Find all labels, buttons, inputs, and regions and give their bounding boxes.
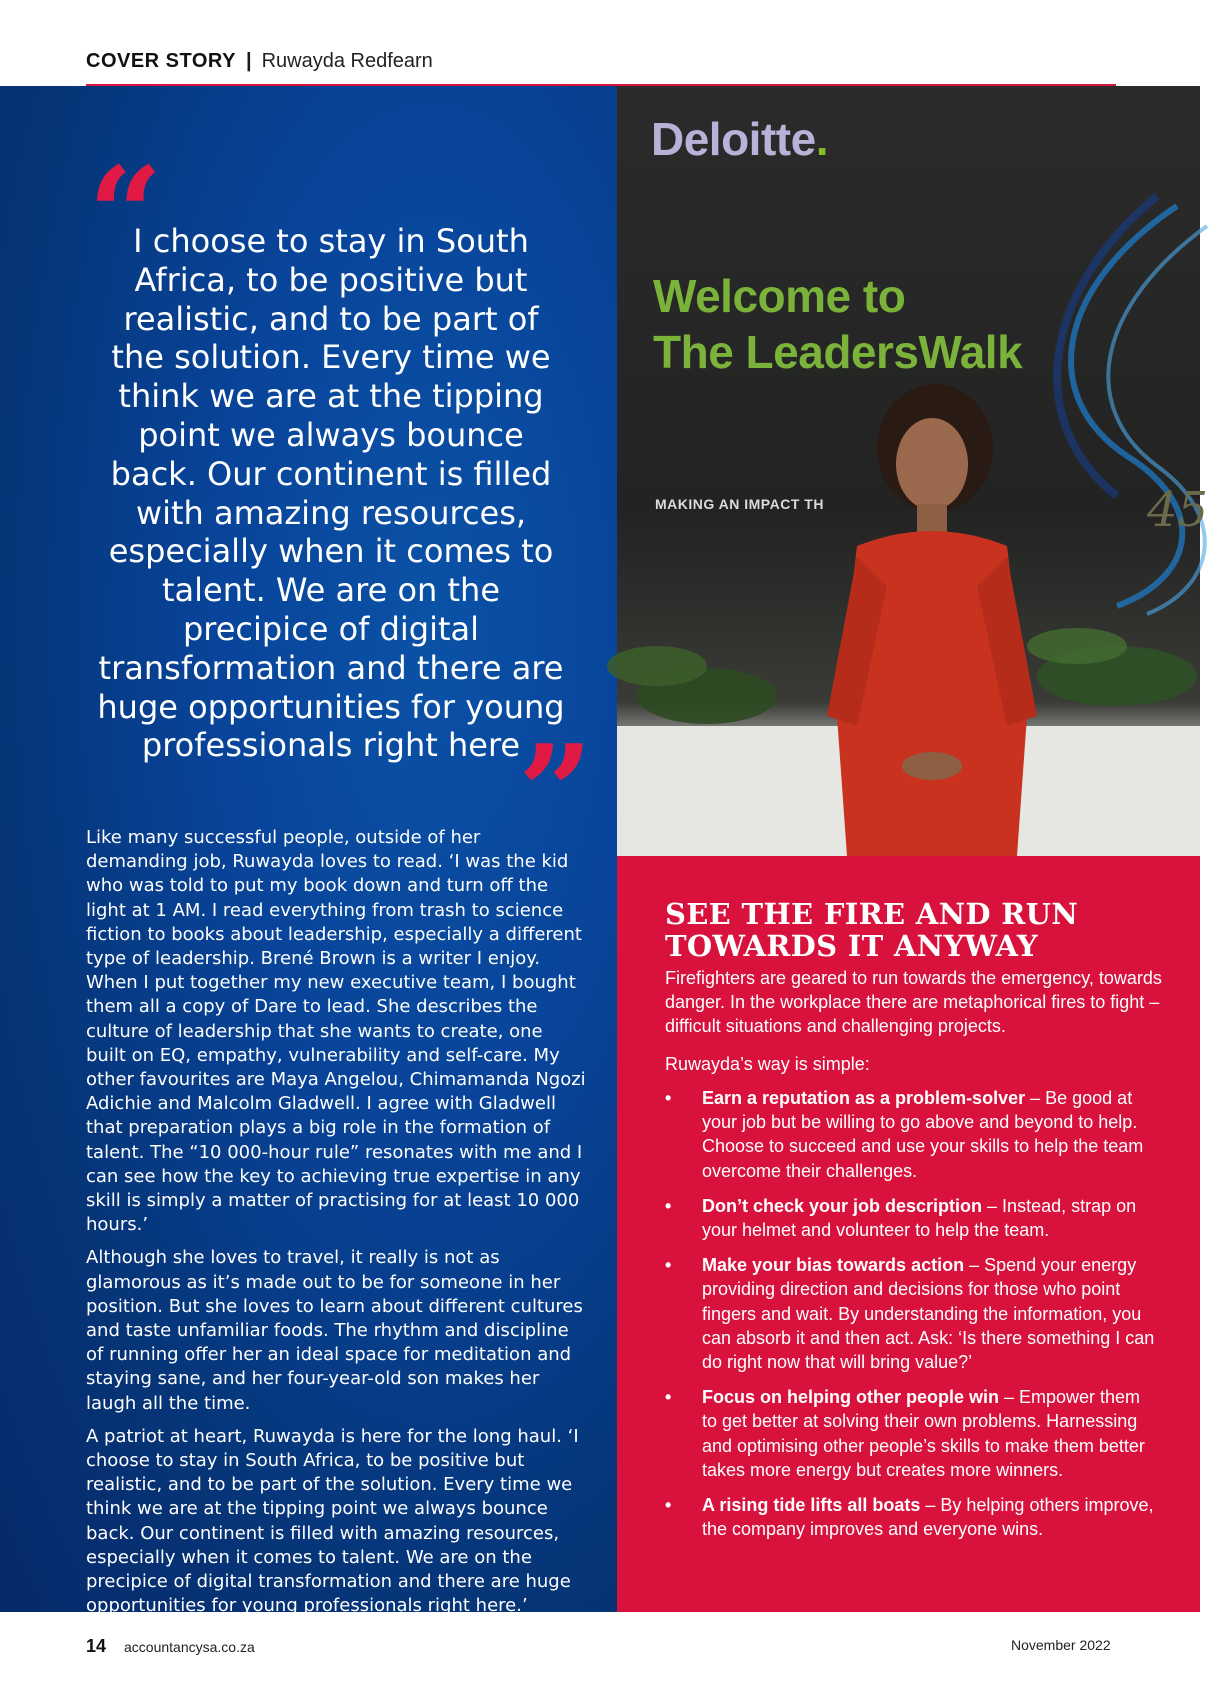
running-header: [86, 46, 433, 76]
list-item: • Don’t check your job description – Instead, strap on your helmet and volunteer to help the team.: [665, 1195, 1137, 1241]
list-item: • Make your bias towards action – Spend your energy providing direction and decisions for those who point fingers and wait. By understanding the information, you can absorb it and then act. Ask: ‘Is there something I can do right now that will bring value?’: [665, 1255, 1155, 1373]
tip-title: Earn a reputation as a problem-solver: [702, 1088, 1026, 1108]
list-item: • Earn a reputation as a problem-solver – Be good at your job but be willing to go above and beyond to help. Choose to succeed and use your skills to help the team overcome their challenges.: [665, 1088, 1144, 1181]
tip-text: – Empower them to get better at solving their own problems. Harnessing and optimising other people’s skills to make them better takes more energy but creates more winners.: [702, 1387, 1145, 1480]
tips-list: [665, 1086, 1157, 1552]
header-subject-name: Ruwayda Redfearn: [261, 49, 433, 72]
pull-quote: I choose to stay in South Africa, to be positive but realistic, and to be part of the solution. Every time we think we are at the tipping point we always bounce back. Our continent is filled with amazing resources, especially when it comes to talent. We are on the precipice of digital transformation and there are huge opportunities for young professionals right here: [97, 222, 565, 765]
list-item: • A rising tide lifts all boats – By helping others improve, the company improves and everyone wins.: [665, 1495, 1154, 1540]
close-quote-mark: ”: [518, 716, 593, 869]
page-number: 14: [86, 1636, 107, 1656]
portrait-subject: [817, 386, 1047, 856]
section-label: COVER STORY: [86, 49, 236, 72]
welcome-sign: Welcome to The LeadersWalk: [653, 270, 1023, 378]
tips-sidebar: [617, 856, 1200, 1612]
body-paragraph: Like many successful people, outside of her demanding job, Ruwayda loves to read. ‘I was the kid who was told to put my book down and turn off the light at 1 AM. I read everything from trash to science fiction to books about leadership, especially a different type of leadership. Brené Brown is a writer I enjoy. When I put together my new executive team, I bought them all a copy of Dare to lead. She describes the culture of leadership that she wants to create, one built on EQ, empathy, vulnerability and self-care. My other favourites are Maya Angelou, Chimamanda Ngozi Adichie and Malcolm Gladwell. I agree with Gladwell that preparation plays a big role in the formation of talent. The “10 000-hour rule” resonates with me and I can see how the key to achieving true expertise in any skill is simply a matter of practising for at least 10 000 hours.’: [86, 827, 586, 1236]
article-body: [86, 826, 586, 1628]
list-item: • Focus on helping other people win – Empower them to get better at solving their own problems. Harnessing and optimising other people’s skills to make them better takes more energy but creates more winners.: [665, 1387, 1145, 1480]
issue-date: November 2022: [1011, 1637, 1111, 1653]
tip-text: – By helping others improve, the company improves and everyone wins.: [702, 1495, 1154, 1540]
banner-text: MAKING AN IMPACT TH: [655, 496, 824, 512]
accent-number: 45: [1147, 482, 1209, 538]
body-paragraph: Although she loves to travel, it really is not as glamorous as it’s made out to be for someone in her position. But she loves to learn about different cultures and taste unfamiliar foods. The rhythm and discipline of running offer her an ideal space for meditation and staying sane, and her four-year-old son makes her laugh all the time.: [86, 1247, 583, 1414]
body-paragraph: A patriot at heart, Ruwayda is here for the long haul. ‘I choose to stay in South Africa, to be positive but realistic, and to be part of the solution. Every time we think we are at the tipping point we always bounce back. Our continent is filled with amazing resources, especially when it comes to talent. We are on the precipice of digital transformation and there are huge opportunities for young professionals right here.’: [86, 1425, 579, 1617]
sidebar-lead: Ruwayda’s way is simple:: [665, 1054, 870, 1074]
tip-text: – Spend your energy providing direction and decisions for those who point fingers and wait. By understanding the information, you can absorb it and then act. Ask: ‘Is there something I can do right now that will bring value?’: [702, 1255, 1155, 1373]
tip-text: – Be good at your job but be willing to go above and beyond to help. Choose to succeed and use your skills to help the team overcome their challenges.: [702, 1088, 1144, 1181]
tip-title: A rising tide lifts all boats: [702, 1495, 921, 1516]
tip-title: Focus on helping other people win: [702, 1387, 999, 1408]
header-separator: |: [245, 49, 252, 72]
sidebar-intro: Firefighters are geared to run towards the emergency, towards danger. In the workplace there are metaphorical fires to fight – difficult situations and challenging projects.: [665, 968, 1162, 1037]
site-url[interactable]: accountancysa.co.za: [124, 1639, 255, 1655]
tip-text: – Instead, strap on your helmet and volunteer to help the team.: [702, 1195, 1137, 1241]
deloitte-logo: Deloitte.: [651, 113, 828, 165]
open-quote-mark: “: [88, 138, 163, 291]
tip-title: Make your bias towards action: [702, 1255, 965, 1276]
sidebar-heading: SEE THE FIRE AND RUN TOWARDS IT ANYWAY: [665, 897, 1079, 963]
portrait-photo: [617, 86, 1209, 856]
tip-title: Don’t check your job description: [702, 1195, 983, 1216]
